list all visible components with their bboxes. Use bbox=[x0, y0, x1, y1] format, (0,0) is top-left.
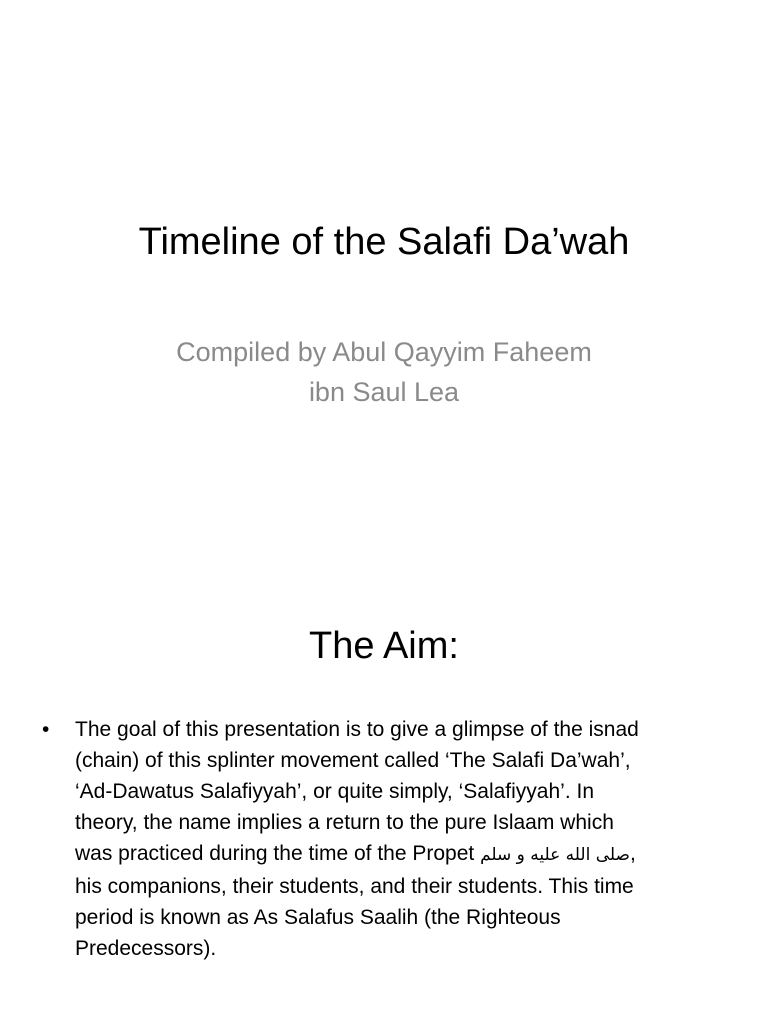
bullet-marker: • bbox=[42, 718, 50, 741]
presentation-subtitle bbox=[0, 332, 768, 412]
arabic-honorific: صلى الله عليه و سلم bbox=[480, 845, 630, 865]
bullet-line-4: theory, the name implies a return to the pure Islaam which bbox=[75, 811, 614, 834]
bullet-line-5 bbox=[75, 838, 717, 871]
bullet-line-2: (chain) of this splinter movement called ‘The Salafi Da’wah’, bbox=[75, 749, 631, 772]
bullet-text bbox=[75, 714, 717, 964]
bullet-line-7: period is known as As Salafus Saalih (the Righteous bbox=[75, 906, 561, 929]
bullet-line-3: ‘Ad-Dawatus Salafiyyah’, or quite simply, ‘Salafiyyah’. In bbox=[75, 780, 595, 803]
arabic-trailing-comma: , bbox=[629, 842, 636, 865]
subtitle-line-1: Compiled by Abul Qayyim Faheem bbox=[176, 337, 592, 367]
bullet-line-1: The goal of this presentation is to give a glimpse of the isnad bbox=[75, 718, 639, 741]
presentation-title: Timeline of the Salafi Da’wah bbox=[138, 221, 630, 263]
bullet-line-6: his companions, their students, and their students. This time bbox=[75, 875, 634, 898]
subtitle-line-2: ibn Saul Lea bbox=[308, 377, 460, 407]
aim-heading: The Aim: bbox=[309, 625, 459, 667]
bullet-line-8: Predecessors). bbox=[75, 937, 217, 960]
bullet-line-5-text: was practiced during the time of the Propet bbox=[75, 842, 481, 865]
aim-slide bbox=[0, 576, 768, 1024]
